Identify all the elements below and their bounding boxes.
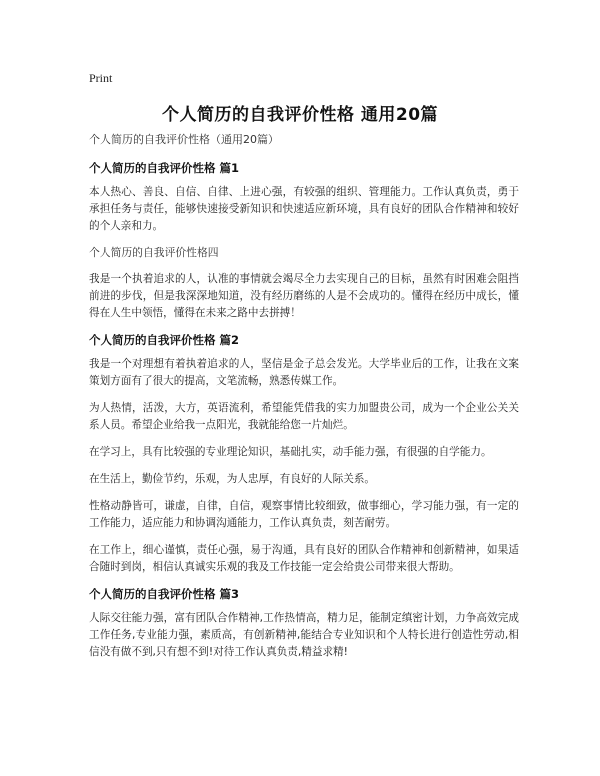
document-subtitle: 个人简历的自我评价性格（通用20篇） — [89, 133, 279, 146]
section-heading-2: 个人简历的自我评价性格 篇2 — [89, 333, 240, 347]
section-heading-1: 个人简历的自我评价性格 篇1 — [89, 161, 240, 175]
paragraph: 在学习上，具有比较强的专业理论知识，基础扎实，动手能力强，有很强的自学能力。 — [89, 446, 492, 458]
paragraph: 在工作上，细心谨慎，责任心强，易于沟通，具有良好的团队合作精神和创新精神，如果适合随时到岗，相信认真诚实乐观的我及工作技能一定会给贵公司带来很大帮助。 — [89, 544, 519, 573]
document-title: 个人简历的自我评价性格 通用20篇 — [161, 105, 439, 125]
paragraph: 在生活上，勤俭节约，乐观，为人忠厚，有良好的人际关系。 — [89, 473, 376, 485]
section-heading-3: 个人简历的自我评价性格 篇3 — [89, 587, 240, 601]
paragraph: 我是一个对理想有着执着追求的人，坚信是金子总会发光。大学毕业后的工作，让我在文案策划方面有了很大的提高，文笔流畅，熟悉传媒工作。 — [89, 358, 519, 387]
paragraph: 人际交往能力强，富有团队合作精神,工作热情高，精力足，能制定缜密计划，力争高效完成工作任务,专业能力强，素质高，有创新精神,能结合专业知识和个人特长进行创造性劳动,相信没有做不到,只有想不到!对待工作认真负责,精益求精! — [89, 612, 519, 658]
print-link[interactable]: Print — [89, 71, 113, 85]
document-body — [89, 132, 519, 671]
paragraph: 本人热心、善良、自信、自律、上进心强，有较强的组织、管理能力。工作认真负责，勇于承担任务与责任，能够快速接受新知识和快速适应新环境，具有良好的团队合作精神和较好的个人亲和力。 — [89, 186, 519, 232]
section-subheading: 个人简历的自我评价性格四 — [89, 246, 219, 259]
paragraph: 为人热情，活泼，大方，英语流利，希望能凭借我的实力加盟贵公司，成为一个企业公关关系人员。希望企业给我一点阳光，我就能给您一片灿烂。 — [89, 402, 519, 431]
paragraph: 我是一个执着追求的人，认准的事情就会竭尽全力去实现自己的目标，虽然有时困难会阻挡前进的步伐，但是我深深地知道，没有经历磨练的人是不会成功的。懂得在经历中成长，懂得在人生中领悟，懂得在未来之路中去拼搏！ — [89, 273, 519, 319]
paragraph: 性格动静皆可，谦虚，自律，自信，观察事情比较细致，做事细心，学习能力强，有一定的工作能力，适应能力和协调沟通能力，工作认真负责，刻苦耐劳。 — [89, 500, 519, 529]
